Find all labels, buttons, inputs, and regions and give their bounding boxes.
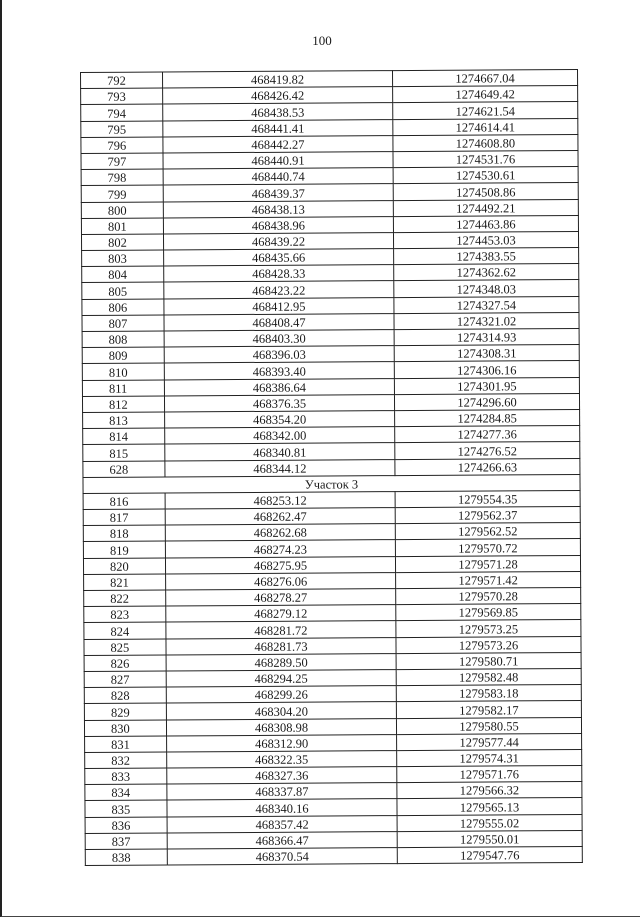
- x-coordinate-cell: 468337.87: [167, 783, 397, 801]
- y-coordinate-cell: 1274321.02: [394, 312, 579, 329]
- x-coordinate-cell: 468262.47: [165, 508, 395, 526]
- point-number-cell: 793: [81, 88, 163, 105]
- point-number-cell: 803: [82, 250, 164, 267]
- x-coordinate-cell: 468322.35: [167, 750, 397, 768]
- y-coordinate-cell: 1279583.18: [396, 685, 581, 702]
- y-coordinate-cell: 1274608.80: [393, 134, 578, 151]
- point-number-cell: 836: [85, 817, 167, 834]
- y-coordinate-cell: 1279554.35: [395, 490, 580, 507]
- x-coordinate-cell: 468366.47: [167, 831, 397, 849]
- y-coordinate-cell: 1279571.76: [397, 766, 582, 783]
- x-coordinate-cell: 468275.95: [165, 556, 395, 574]
- x-coordinate-cell: 468354.20: [165, 411, 395, 429]
- x-coordinate-cell: 468440.91: [163, 152, 393, 170]
- point-number-cell: 806: [82, 299, 164, 316]
- point-number-cell: 797: [81, 153, 163, 170]
- coordinates-table: [80, 69, 583, 866]
- point-number-cell: 796: [81, 137, 163, 154]
- point-number-cell: 814: [83, 428, 165, 445]
- y-coordinate-cell: 1274649.42: [393, 86, 578, 103]
- point-number-cell: 831: [85, 736, 167, 753]
- y-coordinate-cell: 1279555.02: [397, 814, 582, 831]
- point-number-cell: 811: [82, 380, 164, 397]
- x-coordinate-cell: 468438.96: [163, 216, 393, 234]
- y-coordinate-cell: 1279570.72: [395, 539, 580, 556]
- x-coordinate-cell: 468370.54: [167, 848, 397, 866]
- y-coordinate-cell: 1274266.63: [395, 458, 580, 475]
- point-number-cell: 834: [85, 784, 167, 801]
- x-coordinate-cell: 468342.00: [165, 427, 395, 445]
- point-number-cell: 835: [85, 800, 167, 817]
- y-coordinate-cell: 1279573.25: [396, 620, 581, 637]
- y-coordinate-cell: 1274463.86: [393, 215, 578, 232]
- x-coordinate-cell: 468441.41: [163, 119, 393, 137]
- point-number-cell: 801: [81, 218, 163, 235]
- x-coordinate-cell: 468396.03: [164, 346, 394, 364]
- x-coordinate-cell: 468423.22: [164, 281, 394, 299]
- point-number-cell: 822: [84, 590, 166, 607]
- y-coordinate-cell: 1274453.03: [393, 231, 578, 248]
- point-number-cell: 805: [82, 282, 164, 299]
- y-coordinate-cell: 1274314.93: [394, 328, 579, 345]
- y-coordinate-cell: 1279573.26: [396, 636, 581, 653]
- y-coordinate-cell: 1279580.71: [396, 652, 581, 669]
- point-number-cell: 802: [81, 234, 163, 251]
- point-number-cell: 816: [83, 493, 165, 510]
- x-coordinate-cell: 468312.90: [167, 734, 397, 752]
- point-number-cell: 825: [84, 639, 166, 656]
- y-coordinate-cell: 1274614.41: [393, 118, 578, 135]
- y-coordinate-cell: 1274530.61: [393, 167, 578, 184]
- y-coordinate-cell: 1279565.13: [397, 798, 582, 815]
- table-row: [85, 846, 582, 865]
- point-number-cell: 819: [83, 541, 165, 558]
- y-coordinate-cell: 1279582.48: [396, 668, 581, 685]
- point-number-cell: 820: [83, 558, 165, 575]
- y-coordinate-cell: 1279569.85: [396, 604, 581, 621]
- x-coordinate-cell: 468438.13: [163, 200, 393, 218]
- x-coordinate-cell: 468262.68: [165, 524, 395, 542]
- x-coordinate-cell: 468403.30: [164, 330, 394, 348]
- x-coordinate-cell: 468386.64: [164, 378, 394, 396]
- point-number-cell: 833: [85, 768, 167, 785]
- x-coordinate-cell: 468435.66: [164, 249, 394, 267]
- x-coordinate-cell: 468304.20: [166, 702, 396, 720]
- point-number-cell: 824: [84, 622, 166, 639]
- x-coordinate-cell: 468294.25: [166, 670, 396, 688]
- x-coordinate-cell: 468438.53: [163, 103, 393, 121]
- x-coordinate-cell: 468308.98: [166, 718, 396, 736]
- x-coordinate-cell: 468426.42: [163, 87, 393, 105]
- x-coordinate-cell: 468393.40: [164, 362, 394, 380]
- y-coordinate-cell: 1279566.32: [397, 782, 582, 799]
- point-number-cell: 799: [81, 185, 163, 202]
- y-coordinate-cell: 1279562.52: [395, 523, 580, 540]
- y-coordinate-cell: 1274277.36: [395, 426, 580, 443]
- x-coordinate-cell: 468439.37: [163, 184, 393, 202]
- x-coordinate-cell: 468344.12: [165, 459, 395, 477]
- y-coordinate-cell: 1274531.76: [393, 150, 578, 167]
- point-number-cell: 817: [83, 509, 165, 526]
- point-number-cell: 804: [82, 266, 164, 283]
- x-coordinate-cell: 468442.27: [163, 135, 393, 153]
- x-coordinate-cell: 468327.36: [167, 767, 397, 785]
- point-number-cell: 792: [81, 72, 163, 89]
- y-coordinate-cell: 1279547.76: [397, 846, 582, 863]
- point-number-cell: 830: [84, 719, 166, 736]
- y-coordinate-cell: 1274492.21: [393, 199, 578, 216]
- coordinates-rows-section-3: [83, 490, 582, 865]
- point-number-cell: 794: [81, 104, 163, 121]
- x-coordinate-cell: 468279.12: [166, 605, 396, 623]
- y-coordinate-cell: 1274296.60: [394, 393, 579, 410]
- x-coordinate-cell: 468428.33: [164, 265, 394, 283]
- y-coordinate-cell: 1279574.31: [397, 749, 582, 766]
- y-coordinate-cell: 1279577.44: [397, 733, 582, 750]
- point-number-cell: 815: [83, 444, 165, 461]
- point-number-cell: 823: [84, 606, 166, 623]
- point-number-cell: 628: [83, 460, 165, 477]
- y-coordinate-cell: 1279571.42: [396, 571, 581, 588]
- point-number-cell: 838: [85, 849, 167, 866]
- point-number-cell: 832: [85, 752, 167, 769]
- y-coordinate-cell: 1274362.62: [394, 264, 579, 281]
- x-coordinate-cell: 468340.81: [165, 443, 395, 461]
- x-coordinate-cell: 468412.95: [164, 297, 394, 315]
- x-coordinate-cell: 468299.26: [166, 686, 396, 704]
- y-coordinate-cell: 1274667.04: [392, 69, 577, 86]
- y-coordinate-cell: 1274327.54: [394, 296, 579, 313]
- y-coordinate-cell: 1274383.55: [394, 248, 579, 265]
- y-coordinate-cell: 1274621.54: [393, 102, 578, 119]
- y-coordinate-cell: 1274348.03: [394, 280, 579, 297]
- y-coordinate-cell: 1279550.01: [397, 830, 582, 847]
- point-number-cell: 837: [85, 833, 167, 850]
- y-coordinate-cell: 1274308.31: [394, 345, 579, 362]
- y-coordinate-cell: 1274508.86: [393, 183, 578, 200]
- x-coordinate-cell: 468281.72: [166, 621, 396, 639]
- point-number-cell: 800: [81, 201, 163, 218]
- x-coordinate-cell: 468440.74: [163, 168, 393, 186]
- point-number-cell: 828: [84, 687, 166, 704]
- y-coordinate-cell: 1274276.52: [395, 442, 580, 459]
- point-number-cell: 809: [82, 347, 164, 364]
- y-coordinate-cell: 1274284.85: [395, 409, 580, 426]
- point-number-cell: 826: [84, 655, 166, 672]
- point-number-cell: 827: [84, 671, 166, 688]
- y-coordinate-cell: 1274306.16: [394, 361, 579, 378]
- y-coordinate-cell: 1274301.95: [394, 377, 579, 394]
- x-coordinate-cell: 468281.73: [166, 637, 396, 655]
- x-coordinate-cell: 468340.16: [167, 799, 397, 817]
- y-coordinate-cell: 1279571.28: [395, 555, 580, 572]
- point-number-cell: 795: [81, 121, 163, 138]
- point-number-cell: 813: [83, 412, 165, 429]
- x-coordinate-cell: 468419.82: [163, 71, 393, 89]
- point-number-cell: 812: [82, 396, 164, 413]
- point-number-cell: 808: [82, 331, 164, 348]
- x-coordinate-cell: 468439.22: [163, 232, 393, 250]
- point-number-cell: 821: [84, 574, 166, 591]
- point-number-cell: 818: [83, 525, 165, 542]
- x-coordinate-cell: 468274.23: [165, 540, 395, 558]
- x-coordinate-cell: 468376.35: [164, 394, 394, 412]
- x-coordinate-cell: 468276.06: [166, 572, 396, 590]
- y-coordinate-cell: 1279580.55: [396, 717, 581, 734]
- point-number-cell: 829: [84, 703, 166, 720]
- x-coordinate-cell: 468278.27: [166, 589, 396, 607]
- x-coordinate-cell: 468357.42: [167, 815, 397, 833]
- x-coordinate-cell: 468253.12: [165, 491, 395, 509]
- section-title: Участок 3: [83, 474, 580, 493]
- point-number-cell: 810: [82, 363, 164, 380]
- point-number-cell: 807: [82, 315, 164, 332]
- y-coordinate-cell: 1279562.37: [395, 507, 580, 524]
- page-number: 100: [312, 33, 332, 48]
- coordinates-rows-section-2: [81, 69, 580, 477]
- x-coordinate-cell: 468408.47: [164, 313, 394, 331]
- point-number-cell: 798: [81, 169, 163, 186]
- x-coordinate-cell: 468289.50: [166, 653, 396, 671]
- y-coordinate-cell: 1279570.28: [396, 587, 581, 604]
- y-coordinate-cell: 1279582.17: [396, 701, 581, 718]
